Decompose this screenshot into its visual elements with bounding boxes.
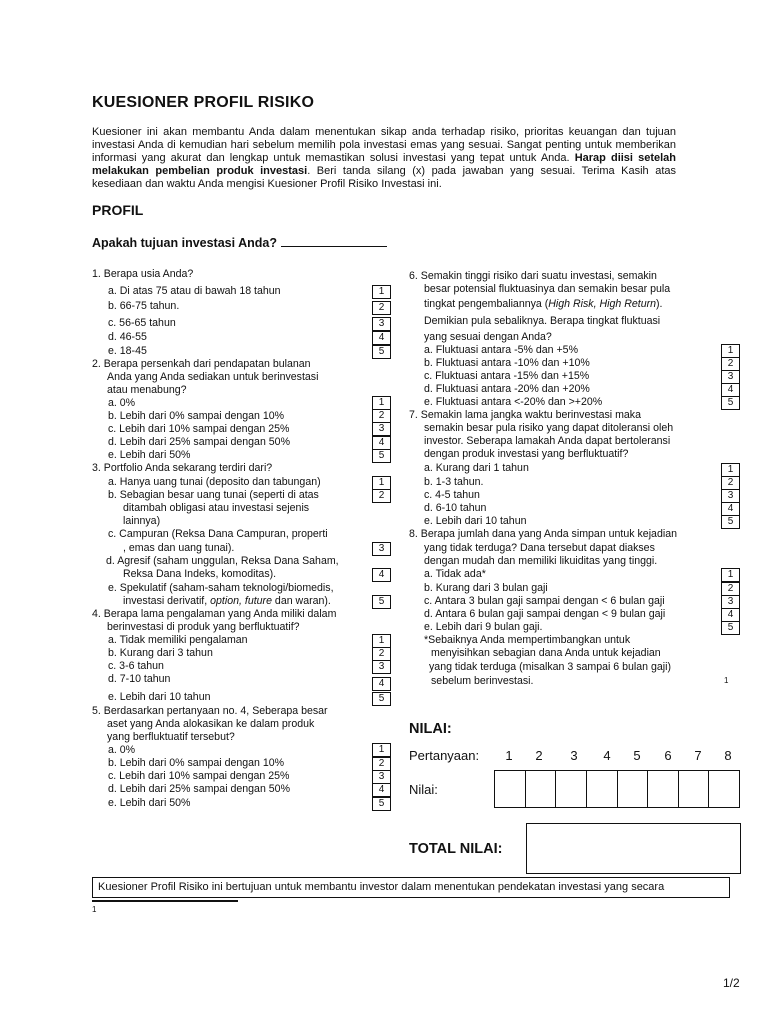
question-2-line-3: atau menabung? bbox=[107, 384, 187, 396]
q4-option-d: d. 7-10 tahun bbox=[108, 673, 171, 685]
nilai-cell-6[interactable] bbox=[648, 771, 679, 807]
q8-score-box-1[interactable]: 1 bbox=[721, 568, 740, 582]
q7-score-box-3[interactable]: 3 bbox=[721, 489, 740, 503]
page-number: 1/2 bbox=[723, 976, 740, 990]
question-number-7: 7 bbox=[694, 748, 702, 763]
q2-option-c: c. Lebih dari 10% sampai dengan 25% bbox=[108, 423, 290, 435]
section-heading-profil: PROFIL bbox=[92, 202, 144, 218]
q6-line-3-text-a: tingkat pengembaliannya ( bbox=[424, 298, 549, 310]
q6-line-3-italic: High Risk, High Return bbox=[548, 298, 657, 310]
q3-score-box-1[interactable]: 1 bbox=[372, 476, 391, 490]
q3-option-b-line-2: ditambah obligasi atau investasi sejenis bbox=[123, 502, 310, 514]
q4-option-b: b. Kurang dari 3 tahun bbox=[108, 647, 213, 659]
question-7-line-3: investor. Seberapa lamakah Anda dapat bertoleransi bbox=[424, 435, 671, 447]
q3-option-b-line-3: lainnya) bbox=[123, 515, 161, 527]
q3-option-e-text-a: investasi derivatif, bbox=[123, 595, 211, 607]
q5-option-c: c. Lebih dari 10% sampai dengan 25% bbox=[108, 770, 290, 782]
q8-score-box-3[interactable]: 3 bbox=[721, 595, 740, 609]
q7-option-c: c. 4-5 tahun bbox=[424, 489, 480, 501]
q5-option-d: d. Lebih dari 25% sampai dengan 50% bbox=[108, 783, 290, 795]
total-nilai-label: TOTAL NILAI: bbox=[409, 841, 503, 857]
question-7-line-4: dengan produk investasi yang berfluktuatif? bbox=[424, 448, 629, 460]
question-number-3: 3 bbox=[570, 748, 578, 763]
pertanyaan-label: Pertanyaan: bbox=[409, 748, 480, 763]
nilai-heading: NILAI: bbox=[409, 721, 452, 737]
question-number-8: 8 bbox=[724, 748, 732, 763]
q3-option-a: a. Hanya uang tunai (deposito dan tabungan) bbox=[108, 476, 321, 488]
intro-paragraph bbox=[92, 126, 676, 191]
question-2-line-1: 2. Berapa persenkah dari pendapatan bulanan bbox=[92, 358, 311, 370]
q3-score-box-4[interactable]: 4 bbox=[372, 568, 391, 582]
q5-score-box-4[interactable]: 4 bbox=[372, 783, 391, 797]
q6-option-d: d. Fluktuasi antara -20% dan +20% bbox=[424, 383, 590, 395]
goal-answer-line[interactable] bbox=[281, 235, 387, 247]
q5-score-box-1[interactable]: 1 bbox=[372, 743, 391, 757]
q8-option-d: d. Antara 6 bulan gaji sampai dengan < 9 bulan gaji bbox=[424, 608, 666, 620]
q5-option-b: b. Lebih dari 0% sampai dengan 10% bbox=[108, 757, 285, 769]
question-number-2: 2 bbox=[535, 748, 543, 763]
q1-option-b: b. 66-75 tahun. bbox=[108, 300, 180, 312]
question-8-line-3: dengan mudah dan memiliki likuiditas yang tinggi. bbox=[424, 555, 658, 567]
q7-option-b: b. 1-3 tahun. bbox=[424, 476, 484, 488]
footnote-superscript: 1 bbox=[724, 676, 729, 685]
q3-option-c-line-2: , emas dan uang tunai). bbox=[123, 542, 235, 554]
q3-option-d-line-2: Reksa Dana Indeks, komoditas). bbox=[123, 568, 277, 580]
q6-score-box-4[interactable]: 4 bbox=[721, 383, 740, 397]
q1-score-box-2[interactable]: 2 bbox=[372, 301, 391, 315]
q3-option-e-line-2 bbox=[123, 595, 331, 608]
q5-option-a: a. 0% bbox=[108, 744, 136, 756]
q4-score-box-3[interactable]: 3 bbox=[372, 660, 391, 674]
nilai-cell-2[interactable] bbox=[526, 771, 557, 807]
document-title: KUESIONER PROFIL RISIKO bbox=[92, 94, 315, 111]
q3-option-e-italic: option, future bbox=[210, 595, 272, 607]
question-5-line-2: aset yang Anda alokasikan ke dalam produk bbox=[107, 718, 315, 730]
q1-option-d: d. 46-55 bbox=[108, 331, 147, 343]
question-7-line-2: semakin besar pula risiko yang dapat ditoleransi oleh bbox=[424, 422, 674, 434]
nilai-score-grid bbox=[494, 770, 740, 808]
question-6-line-2: besar potensial fluktuasinya dan semakin besar pula bbox=[424, 283, 671, 295]
q3-option-c-line-1: c. Campuran (Reksa Dana Campuran, properti bbox=[108, 528, 328, 540]
question-4-line-1: 4. Berapa lama pengalaman yang Anda miliki dalam bbox=[92, 608, 337, 620]
q8-option-c: c. Antara 3 bulan gaji sampai dengan < 6 bulan gaji bbox=[424, 595, 665, 607]
q7-score-box-1[interactable]: 1 bbox=[721, 463, 740, 477]
q2-option-d: d. Lebih dari 25% sampai dengan 50% bbox=[108, 436, 290, 448]
q3-option-d-line-1: d. Agresif (saham unggulan, Reksa Dana Saham, bbox=[106, 555, 339, 567]
q3-option-b-line-1: b. Sebagian besar uang tunai (seperti di atas bbox=[108, 489, 319, 501]
nilai-cell-5[interactable] bbox=[618, 771, 649, 807]
question-number-1: 1 bbox=[505, 748, 513, 763]
q8-score-box-2[interactable]: 2 bbox=[721, 582, 740, 596]
footer-note-box: Kuesioner Profil Risiko ini bertujuan untuk membantu investor dalam menentukan pendekatan investasi yang secara bbox=[92, 877, 730, 898]
q8-note-line-2: menyisihkan sebagian dana Anda untuk kejadian bbox=[431, 647, 661, 659]
footnote-divider bbox=[92, 900, 238, 902]
q6-option-c: c. Fluktuasi antara -15% dan +15% bbox=[424, 370, 590, 382]
q7-option-d: d. 6-10 tahun bbox=[424, 502, 487, 514]
q3-option-e-line-1: e. Spekulatif (saham-saham teknologi/biomedis, bbox=[108, 582, 334, 594]
question-1: 1. Berapa usia Anda? bbox=[92, 268, 194, 280]
q2-score-box-5[interactable]: 5 bbox=[372, 449, 391, 463]
intro-text-2: . Beri tanda silang (x) pada jawaban yang sesuai. Terima Kasih atas kesediaan dan waktu Anda mengisi Kuesioner Profil Risiko Investasi ini. bbox=[92, 164, 676, 190]
q4-option-e: e. Lebih dari 10 tahun bbox=[108, 691, 211, 703]
q6-option-a: a. Fluktuasi antara -5% dan +5% bbox=[424, 344, 578, 356]
q2-score-box-3[interactable]: 3 bbox=[372, 422, 391, 436]
question-7-line-1: 7. Semakin lama jangka waktu berinvestasi maka bbox=[409, 409, 641, 421]
q5-score-box-5[interactable]: 5 bbox=[372, 797, 391, 811]
q1-score-box-4[interactable]: 4 bbox=[372, 331, 391, 345]
q8-score-box-5[interactable]: 5 bbox=[721, 621, 740, 635]
q7-score-box-5[interactable]: 5 bbox=[721, 515, 740, 529]
q4-score-box-4[interactable]: 4 bbox=[372, 677, 391, 691]
q8-score-box-4[interactable]: 4 bbox=[721, 608, 740, 622]
q5-score-box-3[interactable]: 3 bbox=[372, 770, 391, 784]
q2-score-box-4[interactable]: 4 bbox=[372, 436, 391, 450]
q5-score-box-2[interactable]: 2 bbox=[372, 757, 391, 771]
q1-score-box-1[interactable]: 1 bbox=[372, 285, 391, 299]
question-6-line-4: Demikian pula sebaliknya. Berapa tingkat fluktuasi bbox=[424, 315, 661, 327]
q2-option-a: a. 0% bbox=[108, 397, 136, 409]
question-6-line-1: 6. Semakin tinggi risiko dari suatu investasi, semakin bbox=[409, 270, 657, 282]
nilai-cell-3[interactable] bbox=[556, 771, 587, 807]
nilai-label: Nilai: bbox=[409, 782, 438, 797]
q8-note-line-3: yang tidak terduga (misalkan 3 sampai 6 bulan gaji) bbox=[429, 661, 672, 673]
q5-option-e: e. Lebih dari 50% bbox=[108, 797, 191, 809]
q2-option-e: e. Lebih dari 50% bbox=[108, 449, 191, 461]
intro-bold-instruction: Harap diisi setelah melakukan pembelian produk investasi bbox=[92, 151, 676, 177]
question-number-6: 6 bbox=[664, 748, 672, 763]
q6-line-3-text-b: ). bbox=[656, 298, 663, 310]
q8-option-e: e. Lebih dari 9 bulan gaji. bbox=[424, 621, 543, 633]
question-number-5: 5 bbox=[633, 748, 641, 763]
q1-option-a: a. Di atas 75 atau di bawah 18 tahun bbox=[108, 285, 281, 297]
question-8-line-1: 8. Berapa jumlah dana yang Anda simpan untuk kejadian bbox=[409, 528, 677, 540]
footnote-mark: 1 bbox=[92, 905, 97, 914]
nilai-cell-1[interactable] bbox=[495, 771, 526, 807]
total-nilai-box[interactable] bbox=[526, 823, 741, 874]
q1-option-e: e. 18-45 bbox=[108, 345, 147, 357]
question-6-line-5: yang sesuai dengan Anda? bbox=[424, 331, 552, 343]
question-3: 3. Portfolio Anda sekarang terdiri dari? bbox=[92, 462, 273, 474]
question-5-line-1: 5. Berdasarkan pertanyaan no. 4, Seberapa besar bbox=[92, 705, 328, 717]
q3-option-e-text-b: dan waran). bbox=[271, 595, 331, 607]
q8-note-line-4: sebelum berinvestasi. bbox=[431, 675, 534, 687]
q4-score-box-2[interactable]: 2 bbox=[372, 647, 391, 661]
question-2-line-2: Anda yang Anda sediakan untuk berinvestasi bbox=[107, 371, 319, 383]
question-6-line-3 bbox=[424, 298, 663, 311]
goal-question-text: Apakah tujuan investasi Anda? bbox=[92, 236, 277, 250]
intro-text-1: Kuesioner ini akan membantu Anda dalam menentukan sikap anda terhadap risiko, prioritas keuangan dan tujuan investasi Anda di kemudian hari sebelum memilih pola investasi emas yang sesuai. Sangat penting untuk memberikan informasi yang akurat dan lengkap untuk memastikan solusi investasi yang tepat untuk Anda. bbox=[92, 126, 676, 164]
goal-question bbox=[92, 235, 387, 250]
question-number-4: 4 bbox=[603, 748, 611, 763]
q7-option-a: a. Kurang dari 1 tahun bbox=[424, 462, 529, 474]
q7-score-box-2[interactable]: 2 bbox=[721, 476, 740, 490]
nilai-cell-4[interactable] bbox=[587, 771, 618, 807]
q6-score-box-5[interactable]: 5 bbox=[721, 396, 740, 410]
q2-option-b: b. Lebih dari 0% sampai dengan 10% bbox=[108, 410, 285, 422]
q4-score-box-5[interactable]: 5 bbox=[372, 692, 391, 706]
q4-option-c: c. 3-6 tahun bbox=[108, 660, 164, 672]
q1-score-box-3[interactable]: 3 bbox=[372, 317, 391, 331]
q2-score-box-1[interactable]: 1 bbox=[372, 396, 391, 410]
q2-score-box-2[interactable]: 2 bbox=[372, 409, 391, 423]
q6-score-box-1[interactable]: 1 bbox=[721, 344, 740, 358]
q6-score-box-3[interactable]: 3 bbox=[721, 370, 740, 384]
q8-option-a: a. Tidak ada* bbox=[424, 568, 486, 580]
question-8-line-2: yang tidak terduga? Dana tersebut dapat diakses bbox=[424, 542, 655, 554]
q6-score-box-2[interactable]: 2 bbox=[721, 357, 740, 371]
question-5-line-3: yang berfluktuatif tersebut? bbox=[107, 731, 235, 743]
q1-score-box-5[interactable]: 5 bbox=[372, 345, 391, 359]
q7-option-e: e. Lebih dari 10 tahun bbox=[424, 515, 527, 527]
nilai-cell-8[interactable] bbox=[709, 771, 739, 807]
q3-score-box-2[interactable]: 2 bbox=[372, 489, 391, 503]
q1-option-c: c. 56-65 tahun bbox=[108, 317, 176, 329]
q8-note-line-1: *Sebaiknya Anda mempertimbangkan untuk bbox=[424, 634, 631, 646]
q7-score-box-4[interactable]: 4 bbox=[721, 502, 740, 516]
q6-option-e: e. Fluktuasi antara <-20% dan >+20% bbox=[424, 396, 603, 408]
q8-option-b: b. Kurang dari 3 bulan gaji bbox=[424, 582, 548, 594]
q6-option-b: b. Fluktuasi antara -10% dan +10% bbox=[424, 357, 590, 369]
q4-score-box-1[interactable]: 1 bbox=[372, 634, 391, 648]
nilai-cell-7[interactable] bbox=[679, 771, 710, 807]
q3-score-box-5[interactable]: 5 bbox=[372, 595, 391, 609]
question-4-line-2: berinvestasi di produk yang berfluktuatif? bbox=[107, 621, 300, 633]
q3-score-box-3[interactable]: 3 bbox=[372, 542, 391, 556]
q4-option-a: a. Tidak memiliki pengalaman bbox=[108, 634, 248, 646]
